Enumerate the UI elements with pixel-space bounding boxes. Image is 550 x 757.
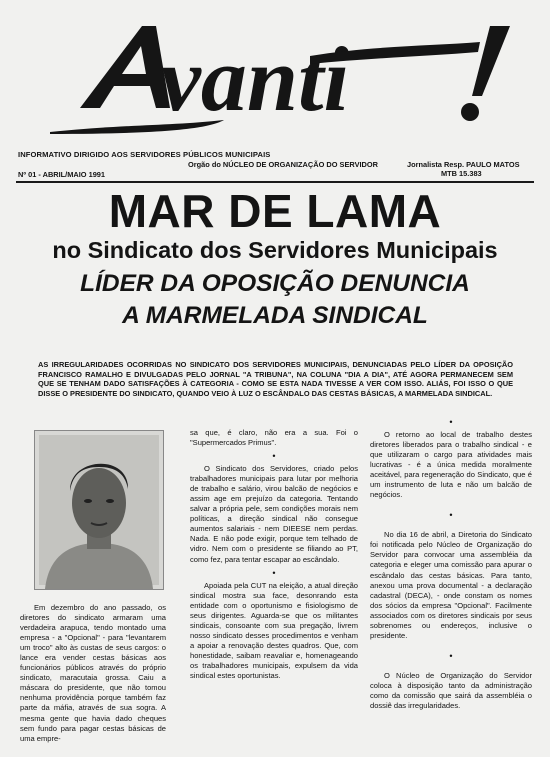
separator-dot: • [449,417,453,427]
masthead-organ: Orgão do NÚCLEO DE ORGANIZAÇÃO DO SERVIDOR [188,160,378,169]
col3-paragraph-3: O Núcleo de Organização do Servidor coloca à disposição tanto da administração como da comissão que sairá da assembléia o dossiê das irregularidades. [370,670,532,710]
separator-dot: • [272,451,276,462]
main-headline: MAR DE LAMA [108,185,442,237]
lead-paragraph: AS IRREGULARIDADES OCORRIDAS NO SINDICATO DOS SERVIDORES MUNICIPAIS, DENUNCIADAS PELO LÍDER DA OPOSIÇÃO FRANCISCO RAMALHO E DIVULGADAS PELO JORNAL "A TRIBUNA", NA COLUNA "DIA A DIA", ATÉ AGORA PERMANECEM SEM QUE SE TENHAM DADO SATISFAÇÕES À CATEGORIA - COMO SE ESTA NADA TIVESSE A VER COM ISSO. ALIÁS, FOI ISSO O QUE DISSE O PRESIDENTE DO SINDICATO, QUANDO VEIO À LUZ O ESCÂNDALO DAS CESTAS BÁSICAS, A MARMELADA SINDICAL. [38,360,513,398]
column-1 [20,603,166,744]
journalist-credit [407,160,520,178]
col2-paragraph-2: Apoiada pela CUT na eleição, a atual direção sindical mostra sua face, desonrando esta entidade com o oportunismo e fisiologismo de seus dirigentes. Aguarda-se que os militantes sindicais, consoante com sua pregação, livrem nosso sindicato desses procedimentos e venham a apoiar a renovação destes quadros. Que, com honestidade, saibam reavaliar e, homenageando os trabalhadores municipais, expulsem da vida sindical estes oportunistas. [190,580,358,680]
separator-dot: • [449,650,453,661]
journalist-mtb: MTB 15.383 [441,169,482,178]
masthead-title-art: vanti [160,28,350,130]
subheadline: no Sindicato dos Servidores Municipais [52,237,498,263]
col3-paragraph-1: O retorno ao local de trabalho destes diretores liberados para o trabalho sindical - e que utilizaram o cargo para atividades mais lucrativas - é a única medida moralmente aceitável, para regeneração do Sindicato, que é um instrumento de luta e não um balcão de negócios. [370,430,532,500]
column-3 [370,414,532,711]
masthead-tagline: INFORMATIVO DIRIGIDO AOS SERVIDORES PÚBLICOS MUNICIPAIS [18,150,271,159]
col2-paragraph-0: sa que, é claro, não era a sua. Foi o "Supermercados Primus". [190,428,358,448]
masthead-logo [10,12,540,140]
col2-paragraph-1: O Sindicato dos Servidores, criado pelos trabalhadores municipais para lutar por melhoria de trabalho e salário, virou balcão de negócios e assim age em prejuízo da categoria. Tentando salvar a própria pele, sem condições morais nem políticas, a direção sindical não consegue aumentos salariais - nem DIEESE nem perdas. Nada. E não pode exigir, porque tem telhado de vidro. Nem com o presidente se filiando ao PT, como fez, para tentar escapar ao escândalo. [190,464,358,564]
masthead-rule [16,181,534,183]
separator-dot: • [449,510,453,521]
portrait-photo [34,430,164,590]
col3-paragraph-2: No dia 16 de abril, a Diretoria do Sindicato foi notificada pelo Núcleo de Organização do Servidor para convocar uma assembléia da categoria e eleger uma comissão para apurar o escândalo das cestas básicas. Para tanto, anexou uma prova documental - a declaração cadastral (DECA), - onde constam os nomes dos sócios da empresa "Opcional". Facilmente associados com os diretores sindicais por seus sobrenomes ou endereços, inclusive o presidente. [370,530,532,640]
edition-line: Nº 01 - ABRIL/MAIO 1991 [18,170,106,179]
col1-paragraph-1: Em dezembro do ano passado, os diretores do sindicato armaram uma verdadeira arapuca, tendo montado uma empresa - a "Opcional" - para "levantarem um troco" alto às custas de seus cargos: o lance era vender cestas básicas aos funcionários públicos através do próprio sindicato, maracutaia grossa. Caiu a máscara do presidente, que não tomou nenhuma providência porque também faz parte da máfia, através de sua sogra. A mesma gente que havia dado cheques sem fundo para pagar cestas básicas de uma empre- [20,603,166,743]
separator-dot: • [272,567,276,578]
column-2 [190,428,358,681]
kicker-line-1: LÍDER DA OPOSIÇÃO DENUNCIA [80,270,470,297]
kicker-line-2: A MARMELADA SINDICAL [122,302,428,329]
portrait-image [35,431,163,589]
journalist-name: Jornalista Resp. PAULO MATOS [407,160,520,169]
